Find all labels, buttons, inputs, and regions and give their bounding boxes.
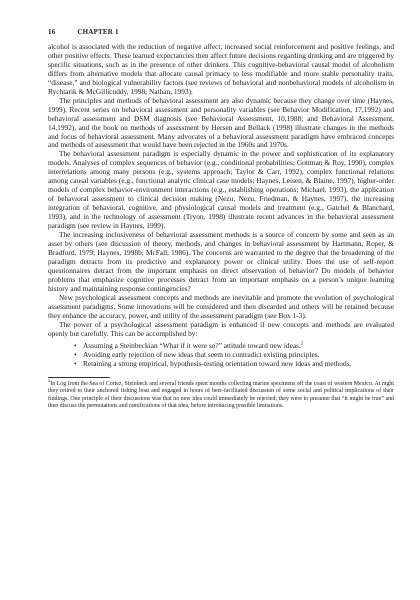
list-item-text: Retaining a strong empirical, hypothesis-testing orientation toward new ideas and methods.	[83, 359, 352, 369]
paragraph: The power of a psychological assessment paradigm is enhanced if new concepts and methods are evaluated openly but carefully. This can be accomplished by:	[48, 319, 394, 338]
footnote-ref[interactable]: 2	[300, 342, 304, 348]
list-item-text: Avoiding early rejection of new ideas that seem to contradict existing principles.	[83, 350, 320, 360]
bullet-list	[48, 342, 394, 369]
running-head	[48, 28, 394, 36]
bullet-marker: •	[74, 350, 77, 360]
bullet-marker: •	[74, 359, 77, 369]
paragraph: The principles and methods of behavioral assessment are also dynamic because they change over time (Haynes, 1999). Recent series on behavioral assessment and personality variables (see Behavior Modification, 17,1992) and behavioral assessment and DSM diagnosis (see Behavioral Assessment, 10,1988; and Behavioral Assessment, 14,1992), and the book on methods of assessment by Hersen and Bellack (1998) illustrate changes in the methods and focus of behavioral assessment. Many advocates of a behavioral assessment paradigm have embraced concepts and methods of assessment that would have been rejected in the 1960s and 1970s.	[48, 95, 394, 150]
footnote-text: In Log from the Sea of Cortez, Steinbeck and several friends spent months collecting marine specimens off the coast of western Mexico. At night they retired to their anchored fishing boat and engaged in hours of beer-facilitated discussion of some social and political implications of their findings. One principle of their discussions was that no new idea could immediately be rejected; they were to presume that “it might be true” and then discuss the permutations and ramifications of that idea, before introducing possible limitations.	[48, 381, 394, 409]
list-item	[74, 360, 394, 369]
bullet-marker: •	[74, 341, 77, 351]
page-number: 16	[48, 28, 56, 36]
list-item-text: Assuming a Steinbeckian “What if it were so?” attitude toward new ideas.	[83, 341, 301, 351]
paragraph: The increasing inclusiveness of behavioral assessment methods is a source of concern by some and seen as an asset by others (see discussion of theory, methods, and changes in behavioral assessment by Hartmann, Roper, & Bradford, 1979; Haynes, 1998b; McFall, 1986). The concerns are warranted to the degree that the broadening of the paradigm detracts from its predictive and explanatory power or clinical utility. Does the use of self-report questionnaires detract from the important emphasis on direct observation of behavior? Do models of behavior problems that emphasize cognitive processes detract from an important emphasis on a person’s unique learning history and maintaining response contingencies?	[48, 230, 394, 293]
paragraph: New psychological assessment concepts and methods are inevitable and promote the evolution of psychological assessment paradigms. Some innovations will be considered and then discarded and others will be retained because they enhance the accuracy, power, and utility of the assessment paradigm (see Box 1-3).	[48, 292, 394, 320]
paragraph: The behavioral assessment paradigm is especially dynamic in the power and sophistication of its explanatory models. Analyses of complex sequences of behavior (e.g., conditional probabilities; Gottman & Roy, 1990), complex interrelations among many persons (e.g., systems approach; Taylor & Carr, 1992), complex functional relations among causal variables (e.g., functional analytic clinical case models; Haynes, Leisen, & Blaine, 1997), higher-order models of complex behavior-environment interactions (e.g., establishing operations; Michael, 1993), the application of behavioral assessment to clinical decision making (Nezu, Nezu, Friedman, & Haynes, 1997), the increasing integration of behavioral, cognitive, and physiological causal models and treatment (e.g., Gatchel & Blanchard, 1993), and in the technology of assessment (Tryon, 1998) illustrate recent advances in the behavioral assessment paradigm (see review in Haynes, 1999).	[48, 149, 394, 231]
footnote	[48, 378, 394, 409]
chapter-label: CHAPTER 1	[77, 28, 119, 36]
footnote-divider	[48, 377, 110, 378]
paragraph: alcohol is associated with the reduction of negative affect, increased social reinforcement and positive feelings, and other positive effects. These learned expectancies then affect future decisions regarding drinking and are triggered by specific situations, such as in the presence of other drinkers. This cognitive-behavioral causal model of alcoholism differs from alternative models that allocate causal primacy to less modifiable and more stable personality traits, “disease,” and biological vulnerability factors (see reviews of behavioral and nonbehavioral models of alcoholism in Rychtarik & McGillicuddy, 1998; Nathan, 1993).	[48, 42, 394, 96]
footnote-marker: 2	[48, 378, 51, 384]
